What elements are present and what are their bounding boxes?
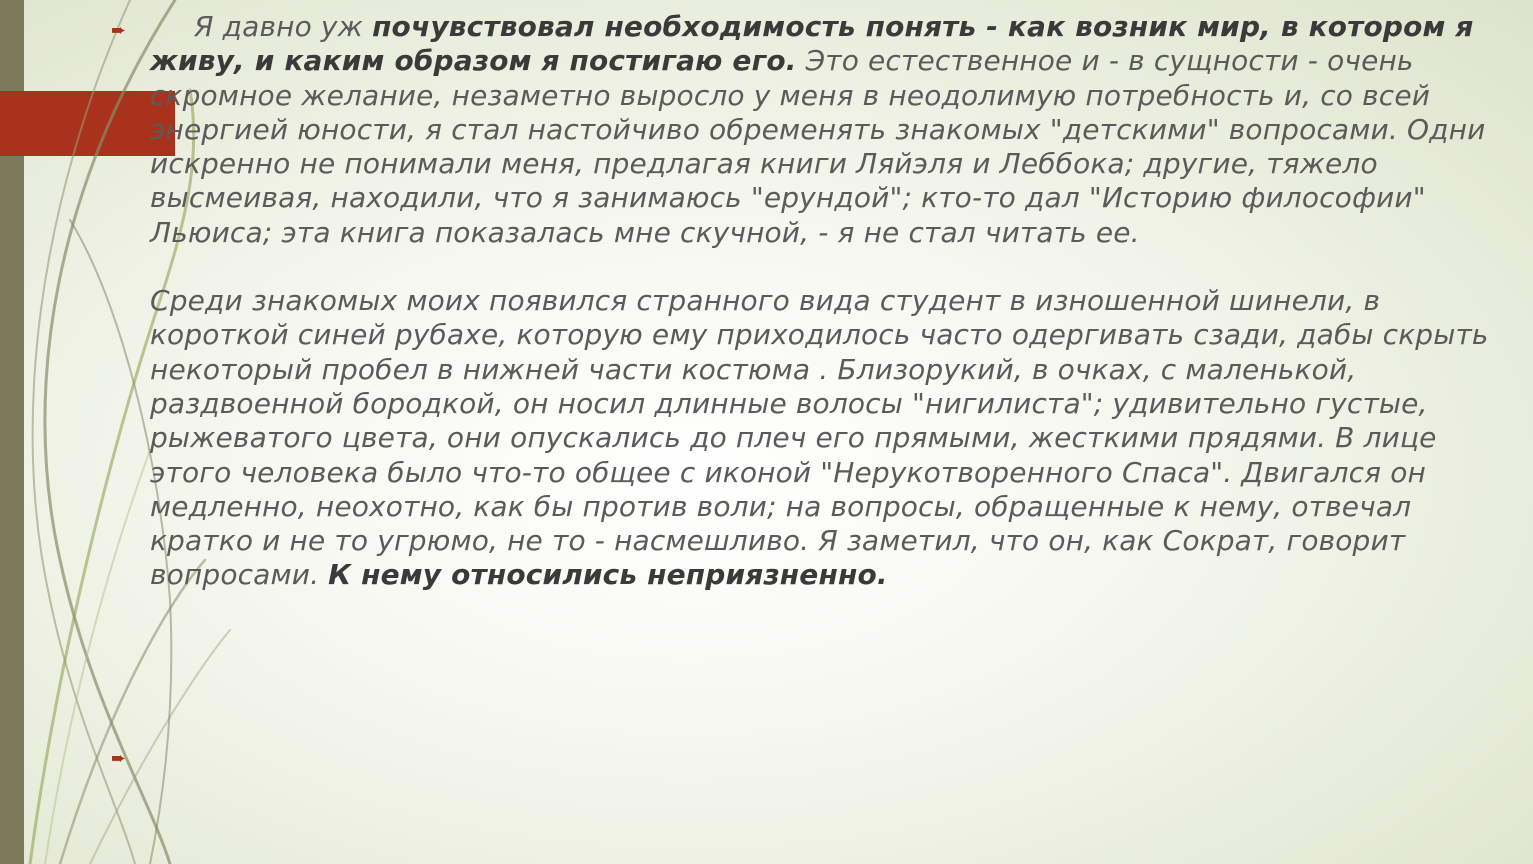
bullet-arrow-icon: ➨	[111, 748, 127, 769]
paragraph-2-text: Среди знакомых моих появился странного вида студент в изношенной шинели, в короткой синей рубахе, которую ему приходилось часто одергивать сзади, дабы скрыть некоторый пробел в нижней части костюма . Близорукий, в очках, с маленькой, раздвоенной бородкой, он носил длинные волосы "нигилиста"; удивительно густые, рыжеватого цвета, они опускались до плеч его прямыми, жесткими прядями. В лице этого человека было что-то общее с иконой "Нерукотворенного Спаса". Двигался он медленно, неохотно, как бы против воли; на вопросы, обращенные к нему, отвечал кратко и не то угрюмо, не то - насмешливо. Я заметил, что он, как Сократ, говорит вопросами.	[150, 284, 1489, 592]
paragraph-1-bold: почувствовал необходимость понять - как возник мир, в котором я живу, и каким образом я постигаю его.	[150, 10, 1474, 78]
slide-body-text	[150, 10, 1510, 593]
paragraph-1-lead: Я давно уж	[194, 10, 373, 43]
red-accent-banner	[0, 91, 175, 156]
paragraph-2	[150, 284, 1510, 593]
paragraph-1	[150, 10, 1510, 250]
paragraph-1-rest: Это естественное и - в сущности - очень скромное желание, незаметно выросло у меня в неодолимую потребность и, со всей энергией юности, я стал настойчиво обременять знакомых "детскими" вопросами. Одни искренно не понимали меня, предлагая книги Ляйэля и Леббока; другие, тяжело высмеивая, находили, что я занимаюсь "ерундой"; кто-то дал "Историю философии" Льюиса; эта книга показалась мне скучной, - я не стал читать ее.	[150, 44, 1486, 249]
paragraph-2-bold: К нему относились неприязненно.	[328, 558, 888, 592]
bullet-arrow-icon: ➨	[111, 20, 127, 41]
